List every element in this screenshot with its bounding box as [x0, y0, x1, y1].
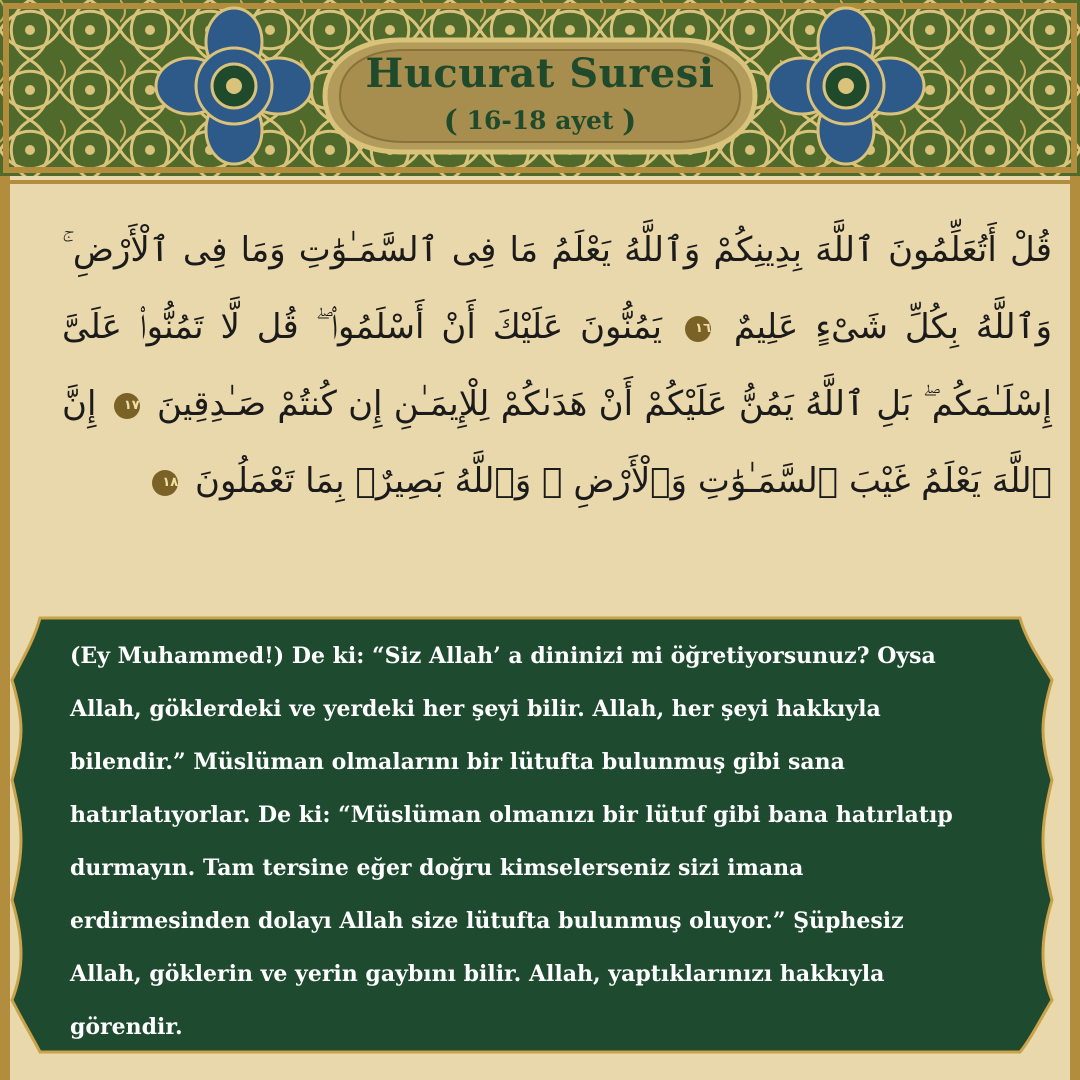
title-plate [325, 40, 755, 152]
ayah-range-label: 16-18 ayet [457, 106, 623, 135]
verse-18-text: إِنَّ ٱللَّهَ يَعْلَمُ غَيْبَ ٱلسَّمَـٰوَٰتِ وَٱلْأَرْضِ ۚ وَٱللَّهُ بَصِيرٌۢ بِمَا تَعْمَلُونَ [62, 384, 1052, 501]
ayah-marker-18: ١٨ [152, 470, 178, 496]
ayah-marker-17: ١٧ [114, 393, 140, 419]
arabic-panel [10, 180, 1070, 604]
subtitle-open-paren: ( [443, 104, 458, 139]
page-title: Hucurat Suresi [365, 50, 715, 97]
arabic-verse-text [62, 212, 1052, 520]
ayah-marker-16: ١٦ [685, 316, 711, 342]
verse-17-text: يَمُنُّونَ عَلَيْكَ أَنْ أَسْلَمُوا۟ ۖ قُل لَّا تَمُنُّوا۟ عَلَىَّ إِسْلَـٰمَكُم ۖ بَلِ ٱللَّهُ يَمُنُّ عَلَيْكُمْ أَنْ هَدَىٰكُمْ لِلْإِيمَـٰنِ إِن كُنتُمْ صَـٰدِقِينَ [62, 307, 1052, 424]
ornamental-header [0, 0, 1080, 176]
ayah-range [325, 102, 755, 137]
translation-box [0, 600, 1080, 1070]
verse-16-text: قُلْ أَتُعَلِّمُونَ ٱللَّهَ بِدِينِكُمْ وَٱللَّهُ يَعْلَمُ مَا فِى ٱلسَّمَـٰوَٰتِ وَمَا فِى ٱلْأَرْضِ ۚ وَٱللَّهُ بِكُلِّ شَىْءٍ عَلِيمٌ [62, 230, 1053, 347]
subtitle-close-paren: ) [622, 104, 637, 139]
turkish-translation: (Ey Muhammed!) De ki: “Siz Allah’ a dininizi mi öğretiyorsunuz? Oysa Allah, göklerdeki ve yerdeki her şeyi bilir. Allah, her şeyi hakkıyla bilendir.” Müslüman olmalarını bir lütufta bulunmuş gibi sana hatırlatıyorlar. De ki: “Müslüman olmanızı bir lütuf gibi bana hatırlatıp durmayın. Tam tersine eğer doğru kimselerseniz sizi imana erdirmesinden dolayı Allah size lütufta bulunmuş oluyor.” Şüphesiz Allah, göklerin ve yerin gaybını bilir. Allah, yaptıklarınızı hakkıyla görendir. [70, 643, 953, 1040]
